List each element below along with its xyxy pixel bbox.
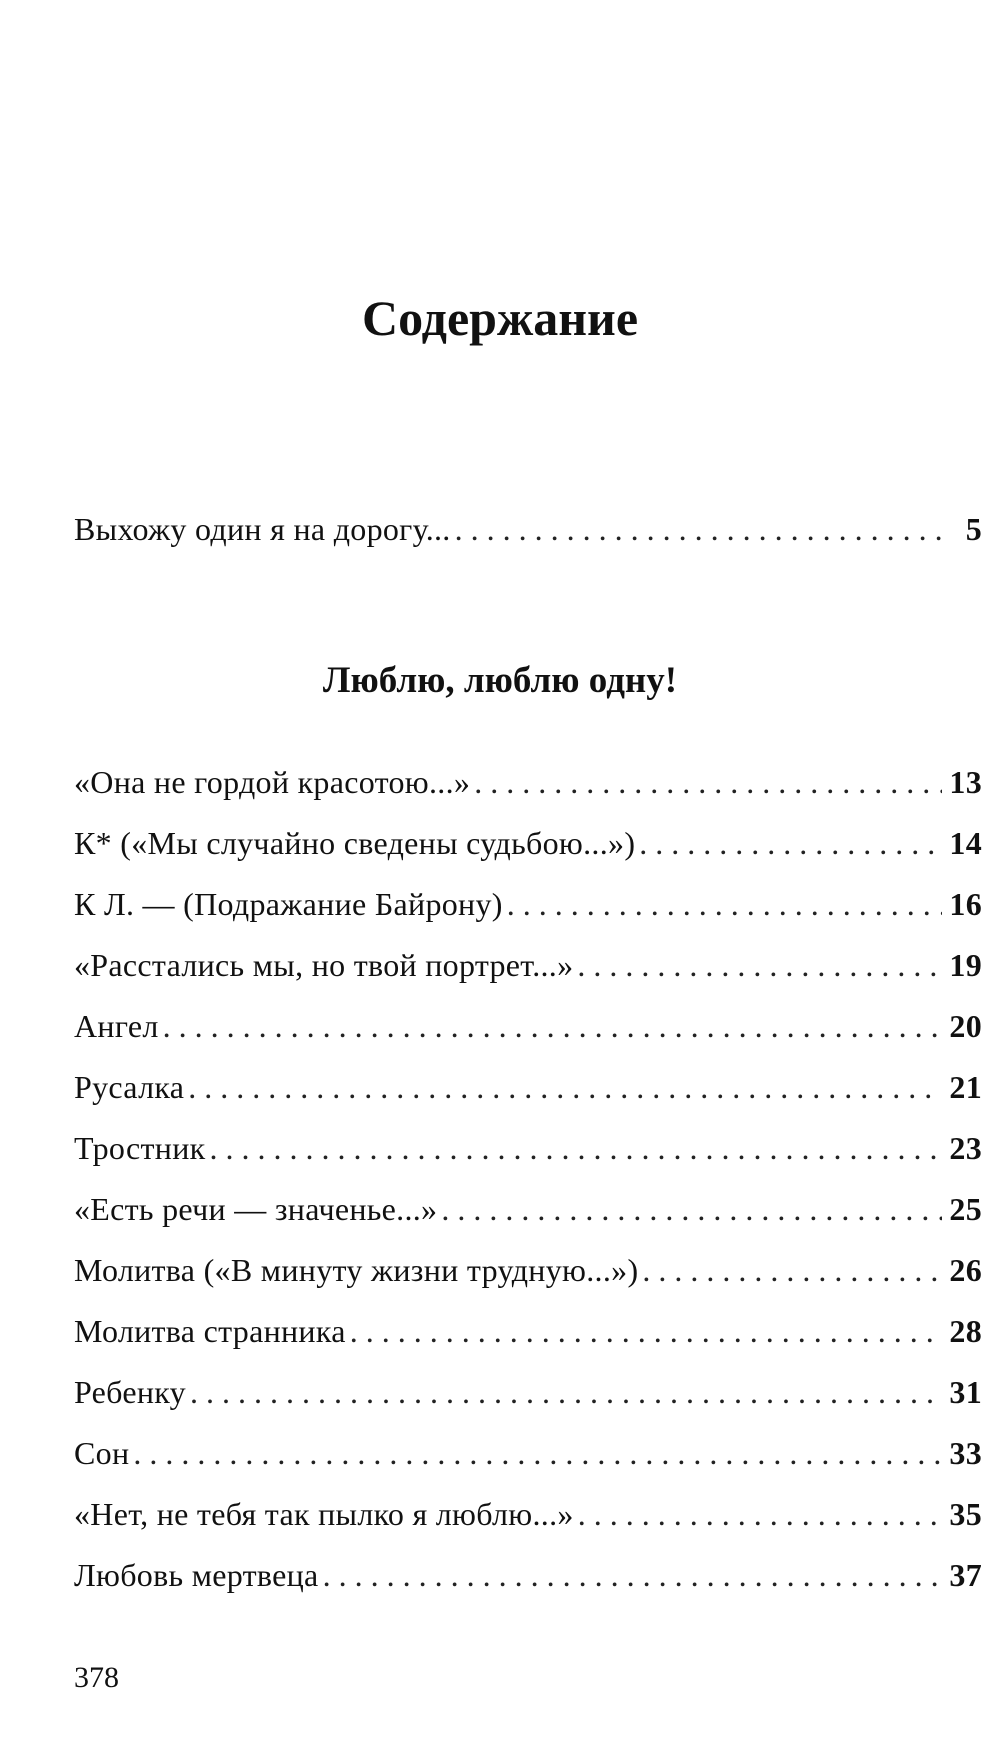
toc-entry — [74, 1003, 982, 1049]
toc-entry-title: «Она не гордой красотою...» — [74, 764, 471, 800]
dot-leader — [323, 1552, 942, 1598]
toc-entry-title: Ребенку — [74, 1374, 186, 1410]
page-number: 378 — [74, 1661, 119, 1694]
dot-leader — [455, 506, 942, 552]
toc-entry-intro — [74, 506, 982, 552]
toc-entry-title: «Есть речи — значенье...» — [74, 1191, 438, 1227]
dot-leader — [474, 759, 942, 805]
toc-entry — [74, 759, 982, 805]
toc-entry — [74, 1369, 982, 1415]
dot-leader — [578, 1491, 942, 1537]
toc-entry — [74, 1247, 982, 1293]
toc-entry-title: Русалка — [74, 1069, 185, 1105]
toc-entry — [74, 942, 982, 988]
toc-entry-page: 13 — [949, 764, 982, 800]
section-title: Люблю, люблю одну! — [322, 660, 678, 701]
dot-leader — [507, 881, 942, 927]
dot-leader — [210, 1125, 942, 1171]
dot-leader — [188, 1064, 942, 1110]
toc-entry-title: Ангел — [74, 1008, 159, 1044]
toc-entry-title: Выхожу один я на дорогу... — [74, 511, 451, 547]
dot-leader — [350, 1308, 942, 1354]
dot-leader — [577, 942, 942, 988]
toc-entry — [74, 1308, 982, 1354]
toc-entry — [74, 1491, 982, 1537]
dot-leader — [642, 1247, 942, 1293]
toc-entry-title: Любовь мертвеца — [74, 1557, 319, 1593]
dot-leader — [163, 1003, 942, 1049]
toc-entry-page: 35 — [949, 1496, 982, 1532]
toc-entry-page: 37 — [949, 1557, 982, 1593]
toc-entry-page: 14 — [949, 825, 982, 861]
toc-entry-page: 28 — [949, 1313, 982, 1349]
toc-entry — [74, 820, 982, 866]
toc-entry-page: 23 — [949, 1130, 982, 1166]
toc-entry — [74, 1186, 982, 1232]
toc-entry — [74, 881, 982, 927]
toc-entry-page: 20 — [949, 1008, 982, 1044]
toc-entry — [74, 1430, 982, 1476]
toc-entry-page: 26 — [949, 1252, 982, 1288]
toc-entry-title: Сон — [74, 1435, 130, 1471]
dot-leader — [441, 1186, 942, 1232]
toc-entry-page: 31 — [949, 1374, 982, 1410]
toc-entry — [74, 1552, 982, 1598]
toc-entry-title: Молитва («В минуту жизни трудную...») — [74, 1252, 639, 1288]
dot-leader — [639, 820, 942, 866]
page-title: Содержание — [361, 290, 639, 346]
toc-entry-title: «Расстались мы, но твой портрет...» — [74, 947, 574, 983]
toc-entry-title: Молитва странника — [74, 1313, 346, 1349]
toc-entry — [74, 1064, 982, 1110]
toc-entry-page: 21 — [949, 1069, 982, 1105]
toc-entry-title: К Л. — (Подражание Байрону) — [74, 886, 503, 922]
toc-entry-page: 5 — [965, 511, 982, 547]
toc-entry-page: 16 — [949, 886, 982, 922]
toc-entry-title: Тростник — [74, 1130, 206, 1166]
toc-entry-page: 33 — [949, 1435, 982, 1471]
dot-leader — [190, 1369, 942, 1415]
toc-entry-title: «Нет, не тебя так пылко я люблю...» — [74, 1496, 574, 1532]
toc-entry-page: 19 — [949, 947, 982, 983]
toc-entry — [74, 1125, 982, 1171]
dot-leader — [133, 1430, 942, 1476]
toc-entry-page: 25 — [949, 1191, 982, 1227]
toc-entry-title: К* («Мы случайно сведены судьбою...») — [74, 825, 636, 861]
